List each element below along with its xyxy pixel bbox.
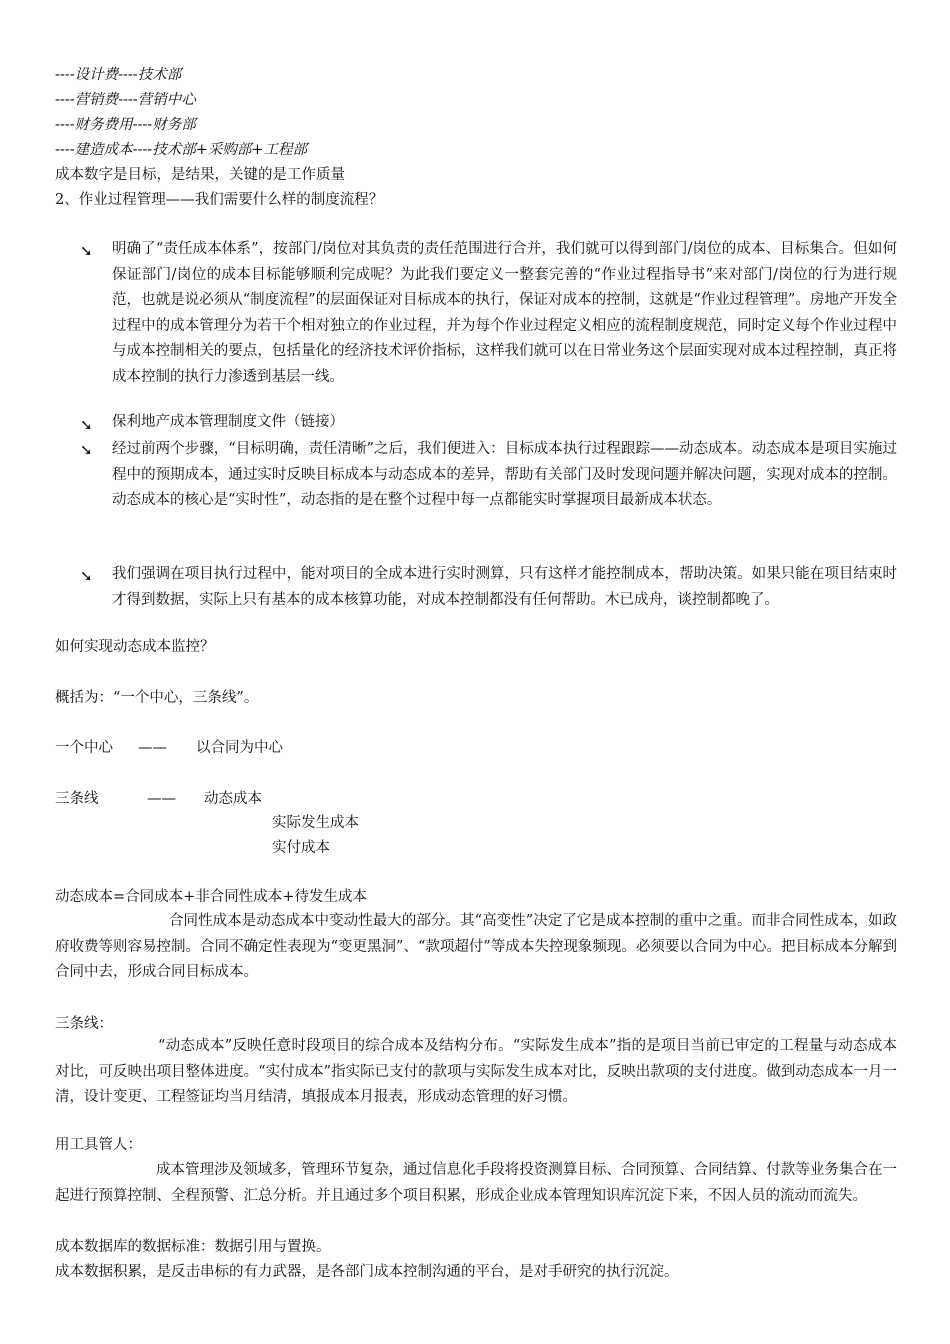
intro-line-construction: ----建造成本----技术部+采购部+工程部 (55, 142, 307, 158)
bullet-arrow-icon: ➘ (80, 567, 93, 585)
bullet-poly-system-link: 保利地产成本管理制度文件（链接） (112, 414, 344, 430)
one-center-label: 一个中心 (55, 740, 113, 756)
formula-line: 动态成本=合同成本+非合同性成本+待发生成本 (55, 889, 367, 905)
summary-line: 概括为：“一个中心，三条线”。 (55, 690, 259, 706)
three-lines-paragraph: “动态成本”反映任意时段项目的综合成本及结构分布。“实际发生成本”指的是项目当前已审定的工程量与动态成本对比，可反映出项目整体进度。“实付成本”指实际已支付的款项与实际发生成本对比，反映出款项的支付进度。做到动态成本一月一清，设计变更、工程签证均当月结清，填报成本月报表，形成动态管理的好习惯。 (55, 1038, 897, 1105)
bullet-realtime-measure: 我们强调在项目执行过程中，能对项目的全成本进行实时测算，只有这样才能控制成本，帮助决策。如果只能在项目结束时才得到数据，实际上只有基本的成本核算功能，对成本控制都没有任何帮助。木已成舟，谈控制都晚了。 (112, 566, 897, 608)
bullet-arrow-icon: ➘ (80, 416, 93, 434)
intro-line-finance: ----财务费用----财务部 (55, 117, 196, 133)
bullet-responsibility-cost: 明确了“责任成本体系”，按部门/岗位对其负责的责任范围进行合并，我们就可以得到部门/岗位的成本、目标集合。但如何保证部门/岗位的成本目标能够顺利完成呢？为此我们要定义一整套完善的“作业过程指导书”来对部门/岗位的行为进行规范，也就是说必须从“制度流程”的层面保证对目标成本的执行，保证对成本的控制，这就是“作业过程管理”。房地产开发全过程中的成本管理分为若干个相对独立的作业过程，并为每个作业过程定义相应的流程制度规范，同时定义每个作业过程中与成本控制相关的要点，包括量化的经济技术评价指标，这样我们就可以在日常业务这个层面实现对成本过程控制，真正将成本控制的执行力渗透到基层一线。 (112, 241, 897, 385)
three-lines-label: 三条线 (55, 791, 99, 807)
one-center-value: 以合同为中心 (196, 740, 283, 756)
bullet-arrow-icon: ➘ (80, 242, 93, 260)
tools-paragraph: 成本管理涉及领域多，管理环节复杂，通过信息化手段将投资测算目标、合同预算、合同结算、付款等业务集合在一起进行预算控制、全程预警、汇总分析。并且通过多个项目积累，形成企业成本管理知识库沉淀下来，不因人员的流动而流失。 (55, 1162, 897, 1204)
intro-line-design: ----设计费----技术部 (55, 67, 182, 83)
tools-heading: 用工具管人： (55, 1137, 142, 1153)
cost-target-line: 成本数字是目标，是结果，关键的是工作质量 (55, 167, 345, 183)
accumulation-line: 成本数据积累，是反击串标的有力武器，是各部门成本控制沟通的平台，是对手研究的执行沉淀。 (55, 1264, 679, 1280)
bullet-arrow-icon: ➘ (80, 441, 93, 459)
three-lines-heading: 三条线： (55, 1016, 113, 1032)
database-standard-line: 成本数据库的数据标准：数据引用与置换。 (55, 1239, 331, 1255)
section2-heading: 2、作业过程管理——我们需要什么样的制度流程？ (55, 192, 384, 208)
one-center-dash: —— (138, 740, 167, 756)
three-lines-dash: —— (147, 791, 176, 807)
three-lines-item-paid: 实付成本 (272, 840, 330, 856)
how-heading: 如何实现动态成本监控？ (55, 639, 215, 655)
three-lines-item-dynamic: 动态成本 (204, 791, 262, 807)
contract-paragraph: 合同性成本是动态成本中变动性最大的部分。其“高变性”决定了它是成本控制的重中之重。而非合同性成本，如政府收费等则容易控制。合同不确定性表现为“变更黑洞”、“款项超付”等成本失控现象频现。必须要以合同为中心。把目标成本分解到合同中去，形成合同目标成本。 (55, 913, 897, 980)
three-lines-item-actual: 实际发生成本 (272, 815, 359, 831)
bullet-dynamic-cost: 经过前两个步骤，“目标明确，责任清晰”之后，我们便进入：目标成本执行过程跟踪——动态成本。动态成本是项目实施过程中的预期成本，通过实时反映目标成本与动态成本的差异，帮助有关部门及时发现问题并解决问题，实现对成本的控制。动态成本的核心是“实时性”，动态指的是在整个过程中每一点都能实时掌握项目最新成本状态。 (112, 441, 897, 508)
intro-line-marketing: ----营销费----营销中心 (55, 92, 196, 108)
